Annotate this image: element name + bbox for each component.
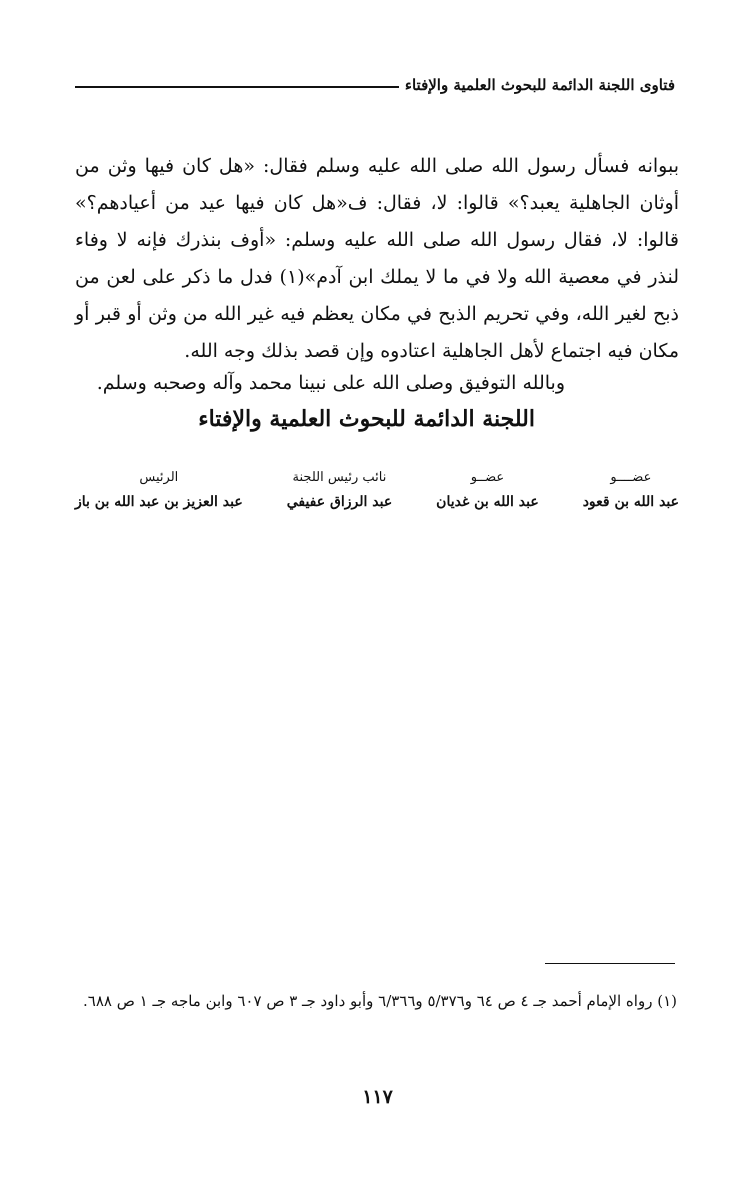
- signature-president: [75, 466, 243, 514]
- signatures: [75, 466, 679, 514]
- body-paragraph: ببوانه فسأل رسول الله صلى الله عليه وسلم فقال: «هل كان فيها وثن من أوثان الجاهلية يعبد؟» قالوا: لا، فقال: ف«هل كان فيها عيد من أعيادهم؟» قالوا: لا، فقال رسول الله صلى الله عليه وسلم: «أوف بنذرك فإنه لا وفاء لنذر في معصية الله ولا في ما لا يملك ابن آدم»(١) فدل ما ذكر على لعن من ذبح لغير الله، وفي تحريم الذبح في مكان يعظم فيه غير الله من وثن أو قبر أو مكان فيه اجتماع لأهل الجاهلية اعتادوه وإن قصد بذلك وجه الله.: [75, 155, 679, 362]
- running-header: [75, 60, 675, 94]
- signature-name: عبد الله بن غديان: [436, 494, 539, 510]
- footnote: (١) رواه الإمام أحمد جـ ٤ ص ٦٤ و٥/٣٧٦ و٦/٣٦٦ وأبو داود جـ ٣ ص ٦٠٧ وابن ماجه جـ ١ ص ٦٨٨.: [83, 992, 677, 1010]
- signature-role: الرئيس: [139, 470, 179, 485]
- closing-line: وبالله التوفيق وصلى الله على نبينا محمد وآله وصحبه وسلم.: [96, 372, 565, 394]
- header-title: فتاوى اللجنة الدائمة للبحوث العلمية والإفتاء: [404, 76, 675, 94]
- signature-member-1: [583, 466, 679, 514]
- signature-name: عبد الله بن قعود: [582, 494, 679, 510]
- signature-role: عضــــو: [610, 470, 652, 485]
- signature-name: عبد الرزاق عفيفي: [286, 494, 393, 510]
- footnote-rule: [545, 963, 675, 964]
- signature-member-2: [436, 466, 539, 514]
- page-number: ١١٧: [362, 1086, 393, 1108]
- committee-name: اللجنة الدائمة للبحوث العلمية والإفتاء: [198, 406, 535, 432]
- signature-vice-president: [287, 466, 392, 514]
- closing-block: [75, 366, 675, 436]
- signature-role: عضــو: [470, 470, 505, 485]
- signature-name: عبد العزيز بن عبد الله بن باز: [75, 494, 243, 510]
- header-rule: [75, 86, 399, 88]
- body-text: [75, 148, 679, 370]
- signature-role: نائب رئيس اللجنة: [292, 470, 387, 485]
